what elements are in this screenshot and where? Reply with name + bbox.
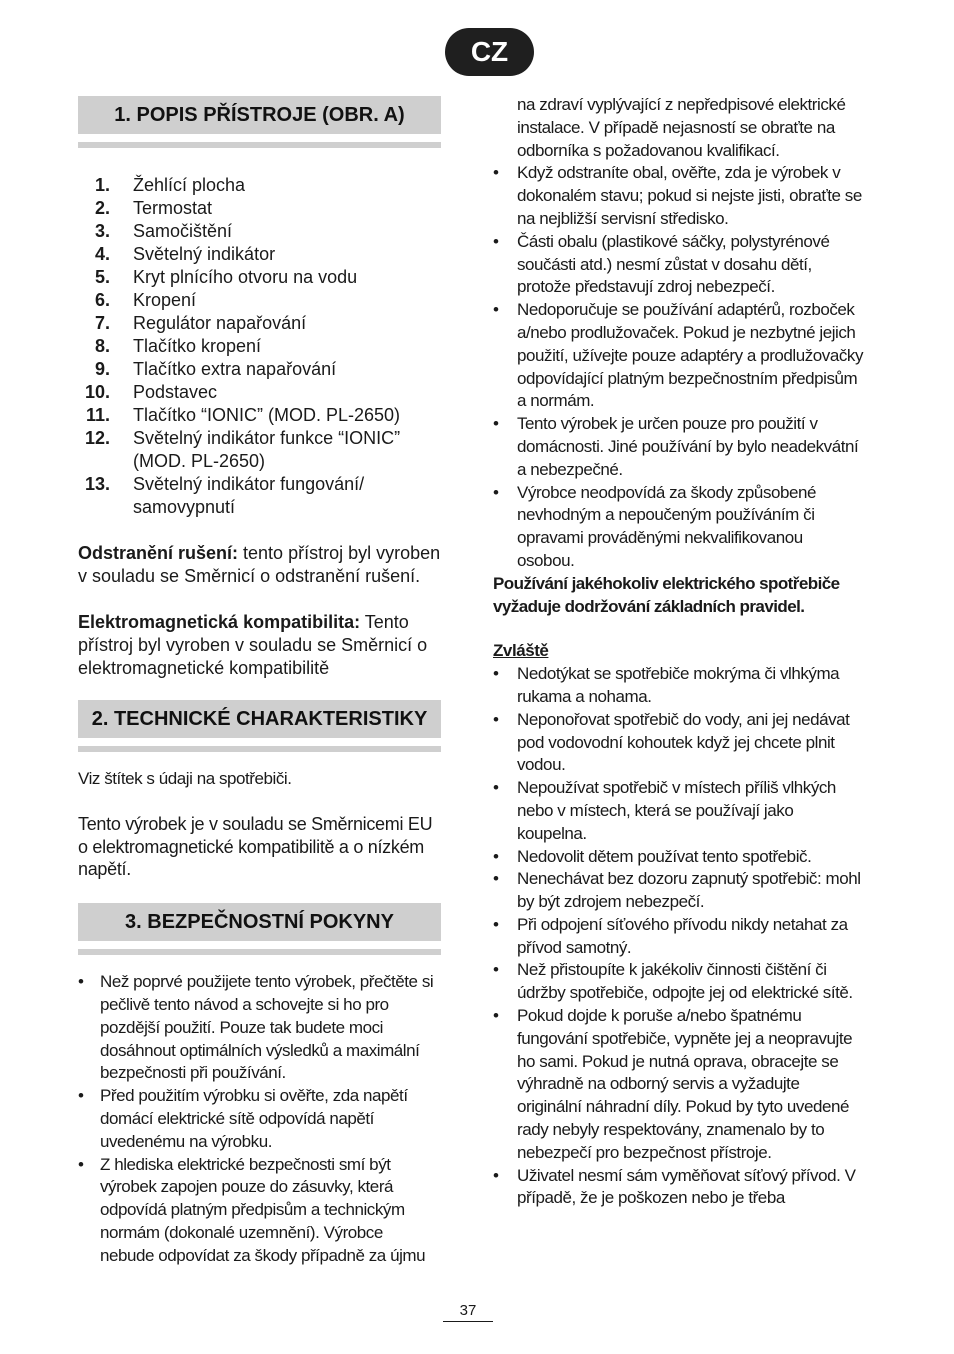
section-3-heading: 3. BEZPEČNOSTNÍ POKYNY: [78, 903, 441, 941]
emc-paragraph: [78, 611, 441, 680]
part-number: 12.: [84, 428, 110, 448]
bullet-item: • Při odpojení síťového přívodu nikdy netahat za přívod samotný.: [493, 914, 863, 960]
part-item: [78, 335, 441, 358]
part-number: 6.: [94, 290, 110, 310]
bullet-item: • Než přistoupíte k jakékoliv činnosti čištění či údržby spotřebiče, odpojte jej od elektrické sítě.: [493, 959, 863, 1005]
bullet-item: • Neponořovat spotřebič do vody, ani jej nedávat pod vodovodní kohoutek když jej chcete plnit vodou.: [493, 709, 863, 777]
bullet-item: • Před použitím výrobku si ověřte, zda napětí domácí elektrické sítě odpovídá napětí uvedenému na výrobku.: [78, 1085, 441, 1153]
subheading-particular: Zvláště: [493, 641, 549, 661]
part-item: [78, 220, 441, 243]
continued-text: na zdraví vyplývající z nepředpisové elektrické instalace. V případě nejasností se obraťte na odborníka s požadovanou kvalifikací.: [517, 95, 846, 160]
part-item: [78, 289, 441, 312]
part-item: [78, 197, 441, 220]
part-number: 11.: [85, 405, 110, 425]
bullet-item: • Tento výrobek je určen pouze pro použití v domácnosti. Jiné používání by bylo neadekvátní a nebezpečné.: [493, 413, 863, 481]
part-label: Tlačítko “IONIC” (MOD. PL-2650): [133, 405, 401, 425]
part-number: 8.: [94, 336, 110, 356]
right-column: [493, 96, 863, 1210]
bold-safety-note: Používání jakéhokoliv elektrického spotřebiče vyžaduje dodržování základních pravidel.: [493, 573, 840, 616]
parts-list: [78, 174, 441, 519]
bullet-item: • Když odstraníte obal, ověřte, zda je výrobek v dokonalém stavu; pokud si nejste jisti, obraťte se na nejbližší servisní středisko.: [493, 162, 863, 230]
particular-bullets: [493, 663, 863, 1210]
section-3-rule: [78, 949, 441, 955]
part-number: 4.: [94, 244, 110, 264]
part-number: 1.: [94, 175, 110, 195]
part-item: [78, 427, 441, 473]
section-1-heading: 1. POPIS PŘÍSTROJE (OBR. A): [78, 96, 441, 134]
emc-text: Tento přístroj byl vyroben v souladu se Směrnicí o elektromagnetické kompatibilitě: [78, 612, 428, 678]
section-2-rule: [78, 746, 441, 752]
bullet-item: • Pokud dojde k poruše a/nebo špatnému fungování spotřebiče, vypněte jej a neopravujte ho sami. Pokud je nutná oprava, obracejte se výhradně na odborný servis a vyžadujte originální náhradní díly. Pokud by tyto uvedené rady nebyly respektovány, znamenalo by to nebezpečí pro bezpečnost přístroje.: [493, 1005, 863, 1165]
bullet-item: • Než poprvé použijete tento výrobek, přečtěte si pečlivě tento návod a schovejte si ho pro pozdější použití. Pouze tak budete moci dosáhnout optimálních výsledků a maximální bezpečnosti při používání.: [78, 971, 441, 1085]
interference-paragraph: [78, 542, 441, 588]
part-number: 10.: [84, 382, 110, 402]
left-column: [78, 96, 441, 1268]
part-item: [78, 266, 441, 289]
part-label: Tlačítko kropení: [133, 336, 262, 356]
part-label: Světelný indikátor fungování/ samovypnutí: [133, 474, 365, 517]
bullet-item: • Uživatel nesmí sám vyměňovat síťový přívod. V případě, že je poškozen nebo je třeba: [493, 1165, 863, 1211]
part-label: Podstavec: [133, 382, 218, 402]
page-number: 37: [443, 1302, 493, 1322]
part-label: Samočištění: [133, 221, 233, 241]
part-label: Žehlící plocha: [133, 175, 246, 195]
part-number: 2.: [94, 198, 110, 218]
part-label: Kryt plnícího otvoru na vodu: [133, 267, 358, 287]
part-label: Kropení: [133, 290, 197, 310]
language-badge: CZ: [445, 28, 534, 76]
part-label: Termostat: [133, 198, 213, 218]
interference-label: Odstranění rušení:: [78, 543, 239, 563]
bullet-item: • Nedoporučuje se používání adaptérů, rozboček a/nebo prodlužovaček. Pokud je nezbytné jejich použití, užívejte pouze adaptéry a prodlužovačky odpovídající platným bezpečnostním předpisům a normám.: [493, 299, 863, 413]
bullet-item: • Části obalu (plastikové sáčky, polystyrénové součásti atd.) nesmí zůstat v dosahu dětí, protože představují zdroj nebezpečí.: [493, 231, 863, 299]
bullet-item: • Nedotýkat se spotřebiče mokrýma či vlhkýma rukama a nohama.: [493, 663, 863, 709]
section-1-rule: [78, 142, 441, 148]
section-2-heading: 2. TECHNICKÉ CHARAKTERISTIKY: [78, 700, 441, 738]
part-item: [78, 243, 441, 266]
emc-label: Elektromagnetická kompatibilita:: [78, 612, 361, 632]
part-number: 9.: [94, 359, 110, 379]
eu-compliance-note: Tento výrobek je v souladu se Směrnicemi EU o elektromagnetické kompatibilitě a o nízkém napětí.: [78, 813, 433, 880]
part-label: Tlačítko extra napařování: [133, 359, 337, 379]
safety-bullets-right: [493, 162, 863, 572]
part-item: [78, 312, 441, 335]
part-item: [78, 174, 441, 197]
part-number: 7.: [94, 313, 110, 333]
part-item: [78, 358, 441, 381]
part-item: [78, 473, 441, 519]
bullet-item: • Nedovolit dětem používat tento spotřebič.: [493, 846, 863, 869]
bullet-item: • Nenechávat bez dozoru zapnutý spotřebič: mohl by být zdrojem nebezpečí.: [493, 868, 863, 914]
part-item: [78, 381, 441, 404]
part-label: Regulátor napařování: [133, 313, 307, 333]
part-number: 5.: [94, 267, 110, 287]
bullet-item: • Z hlediska elektrické bezpečnosti smí být výrobek zapojen pouze do zásuvky, která odpovídá platným předpisům a technickým normám (dokonalé uzemnění). Výrobce nebude odpovídat za škody případně za újmu: [78, 1154, 441, 1268]
part-number: 13.: [84, 474, 110, 494]
part-item: [78, 404, 441, 427]
safety-bullets-left: [78, 971, 441, 1267]
bullet-item: • Nepoužívat spotřebič v místech příliš vlhkých nebo v místech, která se používají jako koupelna.: [493, 777, 863, 845]
bullet-item: • Výrobce neodpovídá za škody způsobené nevhodným a nepoučeným používáním či opravami prováděnými nekvalifikovanou osobou.: [493, 482, 863, 573]
rating-label-note: Viz štítek s údaji na spotřebiči.: [78, 769, 292, 788]
part-label: Světelný indikátor: [133, 244, 276, 264]
part-number: 3.: [94, 221, 110, 241]
interference-text: tento přístroj byl vyroben v souladu se Směrnicí o odstranění rušení.: [78, 543, 441, 586]
part-label: Světelný indikátor funkce “IONIC” (MOD. PL-2650): [133, 428, 401, 471]
